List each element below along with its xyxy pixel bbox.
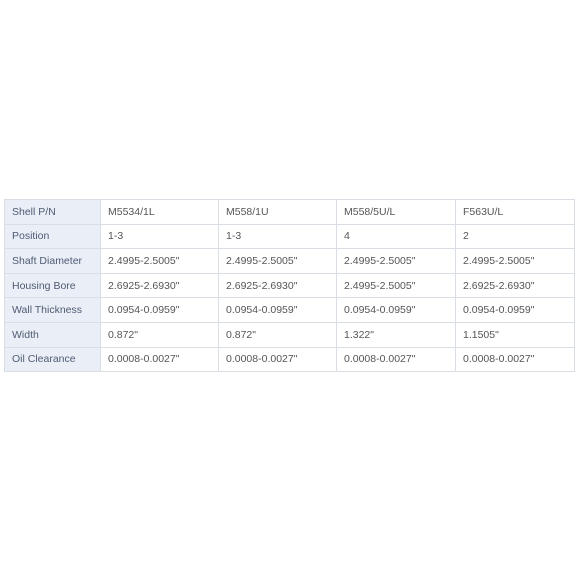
table-cell: 2.6925-2.6930" <box>219 273 337 298</box>
header-part-number: M5534/1L <box>101 200 219 225</box>
row-label: Housing Bore <box>5 273 101 298</box>
table-cell: 2.4995-2.5005" <box>101 249 219 274</box>
table-cell: 2 <box>456 224 575 249</box>
table-cell: 2.4995-2.5005" <box>337 273 456 298</box>
table-cell: 0.0954-0.0959" <box>101 298 219 323</box>
table-row-shaft-diameter <box>5 249 575 274</box>
row-label: Oil Clearance <box>5 347 101 372</box>
row-label: Wall Thickness <box>5 298 101 323</box>
bearing-spec-table <box>4 199 575 372</box>
header-shell-pn: Shell P/N <box>5 200 101 225</box>
row-label: Shaft Diameter <box>5 249 101 274</box>
table-cell: 1.1505" <box>456 322 575 347</box>
header-part-number: F563U/L <box>456 200 575 225</box>
table-row-width <box>5 322 575 347</box>
table-cell: 0.0954-0.0959" <box>337 298 456 323</box>
row-label: Position <box>5 224 101 249</box>
table-cell: 0.0008-0.0027" <box>337 347 456 372</box>
table-header-row <box>5 200 575 225</box>
table-row-wall-thickness <box>5 298 575 323</box>
table-row-housing-bore <box>5 273 575 298</box>
table-cell: 0.0008-0.0027" <box>456 347 575 372</box>
table-cell: 2.6925-2.6930" <box>456 273 575 298</box>
table-row-oil-clearance <box>5 347 575 372</box>
table-cell: 0.0954-0.0959" <box>456 298 575 323</box>
table-cell: 4 <box>337 224 456 249</box>
header-part-number: M558/1U <box>219 200 337 225</box>
table-cell: 2.4995-2.5005" <box>219 249 337 274</box>
table-cell: 1-3 <box>219 224 337 249</box>
table-cell: 2.6925-2.6930" <box>101 273 219 298</box>
row-label: Width <box>5 322 101 347</box>
table-cell: 0.872" <box>219 322 337 347</box>
table-cell: 1-3 <box>101 224 219 249</box>
table-cell: 2.4995-2.5005" <box>337 249 456 274</box>
table-cell: 2.4995-2.5005" <box>456 249 575 274</box>
table-cell: 0.872" <box>101 322 219 347</box>
table-row-position <box>5 224 575 249</box>
table-cell: 1.322" <box>337 322 456 347</box>
table-cell: 0.0008-0.0027" <box>219 347 337 372</box>
table-cell: 0.0008-0.0027" <box>101 347 219 372</box>
header-part-number: M558/5U/L <box>337 200 456 225</box>
table-cell: 0.0954-0.0959" <box>219 298 337 323</box>
